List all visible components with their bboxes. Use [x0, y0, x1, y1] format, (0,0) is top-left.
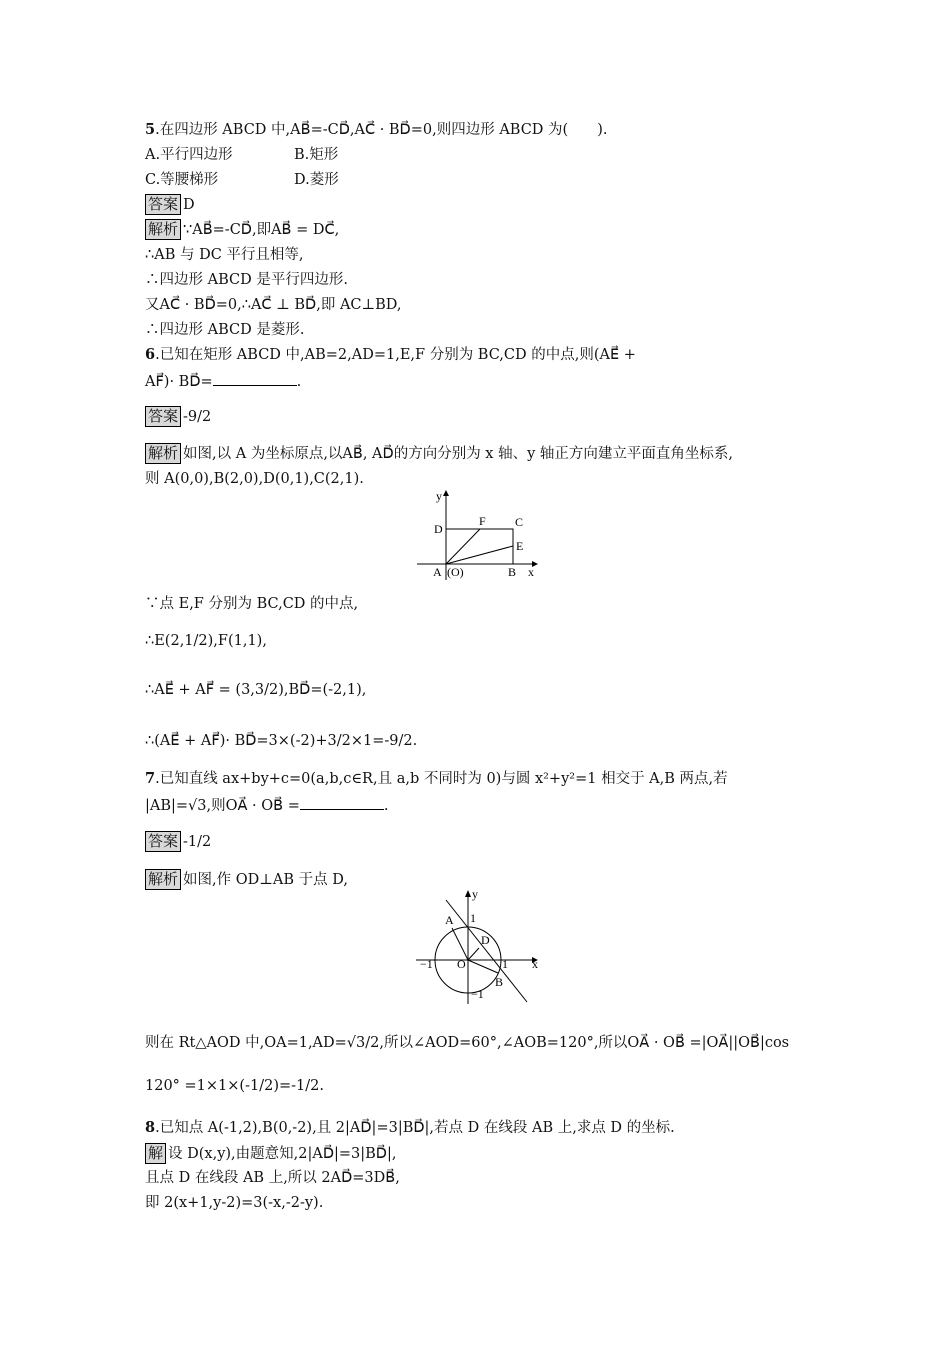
label-a: A: [445, 913, 454, 927]
q6-number: 6: [145, 346, 156, 363]
q8-stem-text: .已知点 A(-1,2),B(0,-2),且 2|AD⃗|=3|BD⃗|,若点 D 在线段 AB 上,求点 D 的坐标.: [155, 1120, 675, 1136]
q7-stem-text-2: |AB|=√3,则OA⃗ · OB⃗ =: [145, 798, 300, 814]
q8-solution-3: 即 2(x+1,y-2)=3(-x,-2-y).: [145, 1195, 324, 1211]
q5-number: 5: [145, 121, 156, 138]
q7-answer-blank: [300, 794, 384, 810]
label-y: y: [436, 489, 442, 503]
q7-stem-1: [145, 769, 728, 789]
q8-solution-1: [145, 1143, 396, 1164]
segment-od: [468, 948, 479, 960]
q6-answer-blank: [213, 370, 297, 386]
q5-analysis-text-1: ∵AB⃗=-CD⃗,即AB⃗ = DC⃗,: [183, 222, 340, 238]
q6-analysis-3: ∵点 E,F 分别为 BC,CD 的中点,: [145, 596, 359, 612]
label-d: D: [481, 933, 490, 947]
q8-stem: [145, 1118, 675, 1138]
q5-analysis-4: 又AC⃗ · BD⃗=0,∴AC⃗ ⊥ BD⃗,即 AC⊥BD,: [145, 297, 402, 313]
label-c: C: [515, 515, 524, 529]
q6-answer-line: [145, 406, 211, 427]
label-b: B: [508, 565, 517, 579]
segment-ae: [446, 546, 513, 564]
y-axis-arrow: [443, 490, 449, 496]
q5-stem: [145, 120, 607, 140]
label-one-right: 1: [502, 957, 508, 971]
label-e: E: [516, 539, 524, 553]
q6-answer: -9/2: [183, 409, 212, 425]
q5-option-a: A.平行四边形: [145, 147, 233, 163]
q5-answer-line: [145, 194, 195, 215]
q6-analysis-6: ∴(AE⃗ + AF⃗)· BD⃗=3×(-2)+3/2×1=-9/2.: [145, 733, 418, 749]
label-f: F: [479, 514, 486, 528]
q5-option-c: C.等腰梯形: [145, 172, 219, 188]
q8-solution-text-1: 设 D(x,y),由题意知,2|AD⃗|=3|BD⃗|,: [168, 1146, 397, 1162]
label-d: D: [434, 522, 443, 536]
q7-analysis-3: 120° =1×1×(-1/2)=-1/2.: [145, 1078, 324, 1094]
label-neg-one-left: −1: [420, 957, 433, 971]
label-neg-one-bottom: −1: [471, 987, 484, 1001]
q6-analysis-text-1: 如图,以 A 为坐标原点,以AB⃗, AD⃗的方向分别为 x 轴、y 轴正方向建立平面直角坐标系,: [183, 446, 734, 462]
q7-stem-text-1: .已知直线 ax+by+c=0(a,b,c∈R,且 a,b 不同时为 0)与圆 x²+y²=1 相交于 A,B 两点,若: [155, 771, 728, 787]
q6-stem-2: AF⃗)· BD⃗= .: [145, 370, 301, 392]
q6-stem-text-1: .已知在矩形 ABCD 中,AB=2,AD=1,E,F 分别为 BC,CD 的中点,则(AE⃗ +: [155, 347, 636, 363]
q5-answer: D: [183, 197, 195, 213]
q5-option-d: D.菱形: [294, 172, 339, 188]
q6-analysis-1: [145, 443, 733, 464]
q6-analysis-2: 则 A(0,0),B(2,0),D(0,1),C(2,1).: [145, 471, 364, 487]
analysis-tag: 解析: [145, 219, 181, 240]
q8-solution-2: 且点 D 在线段 AB 上,所以 2AD⃗=3DB⃗,: [145, 1170, 400, 1186]
answer-tag: 答案: [145, 194, 181, 215]
rectangle-abcd: [446, 529, 513, 564]
q8-number: 8: [145, 1119, 156, 1136]
q7-analysis-1: [145, 869, 348, 890]
segment-ob: [468, 960, 498, 973]
q6-stem-text-2: AF⃗)· BD⃗=: [145, 374, 213, 390]
q7-answer-line: [145, 831, 211, 852]
answer-tag: 答案: [145, 831, 181, 852]
q5-analysis-5: ∴四边形 ABCD 是菱形.: [145, 322, 305, 338]
analysis-tag: 解析: [145, 869, 181, 890]
label-one-top: 1: [470, 911, 476, 925]
segment-af: [446, 529, 480, 564]
q6-analysis-4: ∴E(2,1/2),F(1,1),: [145, 633, 267, 649]
q7-circle-figure: [412, 886, 544, 1006]
q7-stem-2: |AB|=√3,则OA⃗ · OB⃗ = .: [145, 794, 388, 816]
segment-oa: [452, 928, 468, 960]
line-ab: [446, 900, 527, 1002]
q5-option-b: B.矩形: [294, 147, 339, 163]
q7-analysis-2: 则在 Rt△AOD 中,OA=1,AD=√3/2,所以∠AOD=60°,∠AOB=120°,所以OA⃗ · OB⃗ =|OA⃗||OB⃗|cos: [145, 1035, 790, 1051]
q5-analysis-2: ∴AB 与 DC 平行且相等,: [145, 247, 304, 263]
q6-coordinate-figure: [412, 488, 540, 582]
label-origin: (O): [447, 565, 464, 579]
y-axis-arrow: [465, 890, 471, 897]
q7-answer: -1/2: [183, 834, 212, 850]
label-y: y: [472, 887, 478, 901]
answer-tag: 答案: [145, 406, 181, 427]
label-b: B: [495, 975, 504, 989]
solution-tag: 解: [145, 1143, 166, 1164]
q5-analysis-1: [145, 219, 339, 240]
q6-analysis-5: ∴AE⃗ + AF⃗ = (3,3/2),BD⃗=(-2,1),: [145, 682, 367, 698]
label-o: O: [457, 957, 466, 971]
q5-analysis-3: ∴四边形 ABCD 是平行四边形.: [145, 272, 348, 288]
analysis-tag: 解析: [145, 443, 181, 464]
q7-number: 7: [145, 770, 156, 787]
label-x: x: [532, 957, 538, 971]
q7-analysis-text-1: 如图,作 OD⊥AB 于点 D,: [183, 872, 348, 888]
label-a: A: [433, 565, 442, 579]
q5-stem-text: .在四边形 ABCD 中,AB⃗=-CD⃗,AC⃗ · BD⃗=0,则四边形 ABCD 为( ).: [155, 122, 608, 138]
q6-stem-1: [145, 345, 636, 365]
label-x: x: [528, 565, 534, 579]
